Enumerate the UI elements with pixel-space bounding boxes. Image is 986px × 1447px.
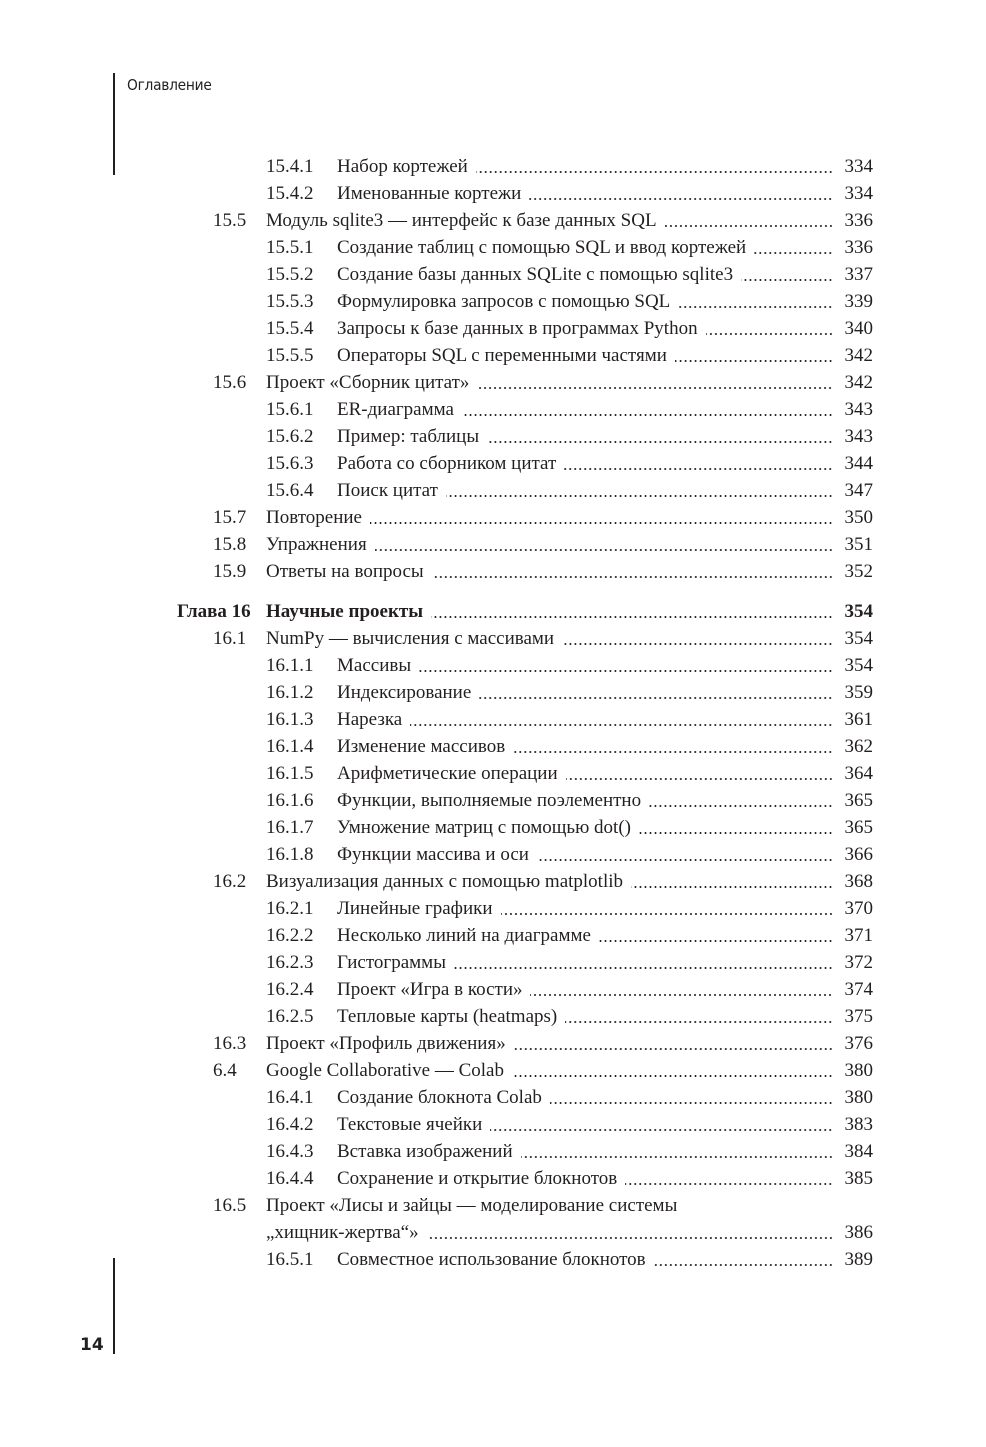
entry-title: NumPy — вычисления с массивами <box>266 628 555 649</box>
entry-page: 343 <box>844 426 873 447</box>
entry-title: Совместное использование блокнотов <box>337 1249 646 1270</box>
entry-number: 15.5 <box>213 210 247 231</box>
dot-leader <box>487 439 833 445</box>
entry-title: Умножение матриц с помощью dot() <box>337 817 631 838</box>
toc-entry[interactable] <box>0 652 986 679</box>
entry-line <box>337 787 873 814</box>
dot-leader <box>639 830 833 836</box>
entry-page: 362 <box>844 736 873 757</box>
entry-page: 351 <box>844 534 873 555</box>
entry-title: Проект «Сборник цитат» <box>266 372 470 393</box>
entry-title: Операторы SQL с переменными частями <box>337 345 667 366</box>
dot-leader <box>514 1046 833 1052</box>
entry-line <box>266 625 873 652</box>
toc-entry[interactable] <box>0 760 986 787</box>
toc-entry-continuation[interactable] <box>0 1219 986 1246</box>
table-of-contents <box>0 153 986 1273</box>
toc-entry[interactable] <box>0 1084 986 1111</box>
entry-title: Линейные графики <box>337 898 493 919</box>
dot-leader <box>501 911 833 917</box>
toc-entry[interactable] <box>0 369 986 396</box>
entry-page: 334 <box>844 156 873 177</box>
entry-title: Модуль sqlite3 — интерфейс к базе данных SQL <box>266 210 657 231</box>
toc-entry[interactable] <box>0 1111 986 1138</box>
toc-entry[interactable] <box>0 423 986 450</box>
entry-number: 16.5 <box>213 1195 247 1216</box>
entry-number: 15.6.3 <box>266 453 314 474</box>
dot-leader <box>537 857 833 863</box>
entry-line <box>337 342 873 369</box>
entry-page: 350 <box>844 507 873 528</box>
entry-number: 16.4.2 <box>266 1114 314 1135</box>
dot-leader <box>675 358 833 364</box>
entry-title: Запросы к базе данных в программах Python <box>337 318 698 339</box>
entry-title: Создание таблиц с помощью SQL и ввод кортежей <box>337 237 747 258</box>
entry-number: 16.2 <box>213 871 247 892</box>
entry-number: 16.4.3 <box>266 1141 314 1162</box>
toc-entry[interactable] <box>0 1138 986 1165</box>
entry-line <box>266 868 873 895</box>
entry-line <box>337 949 873 976</box>
toc-entry[interactable] <box>0 450 986 477</box>
entry-page: 370 <box>844 898 873 919</box>
entry-line <box>337 733 873 760</box>
entry-line <box>337 1111 873 1138</box>
entry-number: 15.5.4 <box>266 318 314 339</box>
entry-page: 386 <box>844 1222 873 1243</box>
entry-line <box>337 1084 873 1111</box>
toc-entry[interactable] <box>0 531 986 558</box>
entry-line <box>266 531 873 558</box>
entry-title: Гистограммы <box>337 952 446 973</box>
entry-number: 16.2.4 <box>266 979 314 1000</box>
entry-number: 16.1.5 <box>266 763 314 784</box>
toc-entry[interactable] <box>0 922 986 949</box>
entry-page: 343 <box>844 399 873 420</box>
entry-number: 15.6.4 <box>266 480 314 501</box>
dot-leader <box>446 493 833 499</box>
dot-leader <box>410 722 833 728</box>
entry-page: 374 <box>844 979 873 1000</box>
entry-number: 16.4.4 <box>266 1168 314 1189</box>
entry-page: 354 <box>844 628 873 649</box>
dot-leader <box>512 1073 833 1079</box>
dot-leader <box>565 1019 833 1025</box>
entry-line <box>337 261 873 288</box>
dot-leader <box>513 749 833 755</box>
entry-number: 16.4.1 <box>266 1087 314 1108</box>
entry-title-continuation: „хищник-жертва“» <box>266 1222 419 1243</box>
entry-title: Массивы <box>337 655 412 676</box>
entry-number: 15.6.2 <box>266 426 314 447</box>
dot-leader <box>479 695 833 701</box>
entry-page: 366 <box>844 844 873 865</box>
entry-page: 354 <box>844 655 873 676</box>
entry-number: 16.2.3 <box>266 952 314 973</box>
entry-line <box>337 814 873 841</box>
entry-line <box>337 180 873 207</box>
dot-leader <box>564 466 833 472</box>
entry-line <box>337 976 873 1003</box>
entry-page: 365 <box>844 817 873 838</box>
entry-title: Проект «Игра в кости» <box>337 979 523 1000</box>
entry-title: Нарезка <box>337 709 403 730</box>
toc-entry[interactable] <box>0 1030 986 1057</box>
dot-leader <box>454 965 833 971</box>
entry-title: Проект «Лисы и зайцы — моделирование системы <box>266 1195 678 1216</box>
dot-leader <box>599 938 833 944</box>
dot-leader <box>427 1235 833 1241</box>
entry-page: 368 <box>844 871 873 892</box>
entry-title: Повторение <box>266 507 362 528</box>
entry-line <box>266 1057 873 1084</box>
entry-line <box>266 504 873 531</box>
entry-page: 372 <box>844 952 873 973</box>
toc-entry[interactable] <box>0 261 986 288</box>
entry-line <box>266 1192 873 1219</box>
toc-chapter-entry[interactable] <box>0 598 986 625</box>
entry-line <box>337 450 873 477</box>
entry-number: 16.1.2 <box>266 682 314 703</box>
dot-leader <box>706 331 833 337</box>
toc-entry[interactable] <box>0 153 986 180</box>
toc-entry[interactable] <box>0 234 986 261</box>
entry-line <box>337 895 873 922</box>
entry-line <box>337 423 873 450</box>
toc-entry[interactable] <box>0 1246 986 1273</box>
entry-line <box>266 1030 873 1057</box>
entry-number: 16.5.1 <box>266 1249 314 1270</box>
entry-number: 16.2.5 <box>266 1006 314 1027</box>
dot-leader <box>631 884 833 890</box>
dot-leader <box>649 803 833 809</box>
toc-entry[interactable] <box>0 477 986 504</box>
entry-title: Формулировка запросов с помощью SQL <box>337 291 671 312</box>
toc-entry[interactable] <box>0 733 986 760</box>
toc-entry[interactable] <box>0 868 986 895</box>
entry-line <box>337 1003 873 1030</box>
entry-number: 15.5.5 <box>266 345 314 366</box>
entry-number: 16.1.4 <box>266 736 314 757</box>
entry-number: 15.4.1 <box>266 156 314 177</box>
entry-title: Поиск цитат <box>337 480 438 501</box>
entry-title: ER-диаграмма <box>337 399 454 420</box>
entry-line <box>266 369 873 396</box>
entry-title: Пример: таблицы <box>337 426 480 447</box>
entry-line <box>266 207 873 234</box>
entry-page: 354 <box>844 601 873 622</box>
entry-line <box>337 760 873 787</box>
entry-number: 15.8 <box>213 534 247 555</box>
toc-entry[interactable] <box>0 207 986 234</box>
entry-page: 359 <box>844 682 873 703</box>
entry-line <box>337 1246 873 1273</box>
entry-number: 15.4.2 <box>266 183 314 204</box>
toc-entry[interactable] <box>0 396 986 423</box>
dot-leader <box>521 1154 833 1160</box>
entry-page: 344 <box>844 453 873 474</box>
entry-title: Создание базы данных SQLite с помощью sqlite3 <box>337 264 734 285</box>
entry-number: 16.2.2 <box>266 925 314 946</box>
entry-page: 375 <box>844 1006 873 1027</box>
entry-line <box>337 153 873 180</box>
entry-page: 342 <box>844 345 873 366</box>
toc-entry[interactable] <box>0 288 986 315</box>
toc-entry[interactable] <box>0 180 986 207</box>
dot-leader <box>375 547 833 553</box>
dot-leader <box>550 1100 833 1106</box>
dot-leader <box>370 520 833 526</box>
entry-title: Набор кортежей <box>337 156 468 177</box>
entry-line <box>337 1165 873 1192</box>
entry-line <box>337 288 873 315</box>
entry-title: Функции, выполняемые поэлементно <box>337 790 642 811</box>
entry-page: 384 <box>844 1141 873 1162</box>
toc-entry[interactable] <box>0 1057 986 1084</box>
entry-page: 385 <box>844 1168 873 1189</box>
entry-title: Именованные кортежи <box>337 183 522 204</box>
dot-leader <box>529 196 833 202</box>
entry-title: Упражнения <box>266 534 367 555</box>
page-number: 14 <box>80 1335 104 1355</box>
entry-page: 383 <box>844 1114 873 1135</box>
entry-page: 339 <box>844 291 873 312</box>
entry-title: Функции массива и оси <box>337 844 529 865</box>
dot-leader <box>562 641 833 647</box>
entry-line <box>337 706 873 733</box>
toc-entry[interactable] <box>0 679 986 706</box>
toc-entry[interactable] <box>0 1192 986 1219</box>
toc-entry[interactable] <box>0 625 986 652</box>
entry-title: Работа со сборником цитат <box>337 453 557 474</box>
entry-title: Визуализация данных с помощью matplotlib <box>266 871 624 892</box>
entry-page: 340 <box>844 318 873 339</box>
entry-line <box>337 234 873 261</box>
entry-page: 365 <box>844 790 873 811</box>
entry-page: 336 <box>844 210 873 231</box>
entry-number: 15.6.1 <box>266 399 314 420</box>
entry-number: 16.1.6 <box>266 790 314 811</box>
dot-leader <box>665 223 833 229</box>
entry-page: 347 <box>844 480 873 501</box>
toc-entry[interactable] <box>0 342 986 369</box>
entry-page: 334 <box>844 183 873 204</box>
entry-number: 15.5.3 <box>266 291 314 312</box>
entry-number: 16.1.1 <box>266 655 314 676</box>
entry-line <box>337 679 873 706</box>
entry-line <box>266 558 873 585</box>
footer-rule <box>113 1258 115 1354</box>
entry-number: 15.5.2 <box>266 264 314 285</box>
dot-leader <box>476 169 833 175</box>
dot-leader <box>419 668 833 674</box>
toc-entry[interactable] <box>0 787 986 814</box>
entry-number: 16.2.1 <box>266 898 314 919</box>
toc-entry[interactable] <box>0 814 986 841</box>
entry-title: Google Collaborative — Colab <box>266 1060 504 1081</box>
entry-line <box>337 841 873 868</box>
entry-title: Сохранение и открытие блокнотов <box>337 1168 618 1189</box>
entry-line <box>337 477 873 504</box>
entry-line <box>337 922 873 949</box>
dot-leader <box>477 385 833 391</box>
entry-page: 364 <box>844 763 873 784</box>
toc-entry[interactable] <box>0 706 986 733</box>
entry-page: 376 <box>844 1033 873 1054</box>
entry-page: 342 <box>844 372 873 393</box>
entry-number: 16.1.7 <box>266 817 314 838</box>
dot-leader <box>431 614 833 620</box>
entry-title: Вставка изображений <box>337 1141 513 1162</box>
entry-line <box>266 598 873 625</box>
toc-entry[interactable] <box>0 1003 986 1030</box>
entry-number: 15.5.1 <box>266 237 314 258</box>
entry-page: 352 <box>844 561 873 582</box>
toc-entry[interactable] <box>0 315 986 342</box>
entry-page: 380 <box>844 1060 873 1081</box>
entry-page: 389 <box>844 1249 873 1270</box>
entry-page: 361 <box>844 709 873 730</box>
entry-title: Ответы на вопросы <box>266 561 424 582</box>
entry-title: Изменение массивов <box>337 736 506 757</box>
entry-title: Создание блокнота Colab <box>337 1087 542 1108</box>
entry-page: 380 <box>844 1087 873 1108</box>
entry-number: 6.4 <box>213 1060 237 1081</box>
entry-title: Тепловые карты (heatmaps) <box>337 1006 558 1027</box>
toc-entry[interactable] <box>0 504 986 531</box>
dot-leader <box>462 412 833 418</box>
dot-leader <box>566 776 833 782</box>
running-head: Оглавление <box>127 76 212 94</box>
entry-line <box>337 1138 873 1165</box>
entry-page: 337 <box>844 264 873 285</box>
dot-leader <box>678 304 833 310</box>
entry-number: 16.1 <box>213 628 247 649</box>
entry-title: Научные проекты <box>266 601 424 622</box>
entry-line <box>337 396 873 423</box>
dot-leader <box>490 1127 833 1133</box>
entry-title: Текстовые ячейки <box>337 1114 483 1135</box>
toc-entry[interactable] <box>0 895 986 922</box>
entry-line <box>337 652 873 679</box>
entry-line <box>266 1219 873 1246</box>
toc-entry[interactable] <box>0 841 986 868</box>
entry-page: 336 <box>844 237 873 258</box>
entry-number: Глава 16 <box>177 601 251 622</box>
entry-title: Арифметические операции <box>337 763 558 784</box>
entry-number: 16.3 <box>213 1033 247 1054</box>
dot-leader <box>530 992 833 998</box>
entry-number: 16.1.8 <box>266 844 314 865</box>
dot-leader <box>432 574 833 580</box>
entry-title: Несколько линий на диаграмме <box>337 925 591 946</box>
entry-title: Проект «Профиль движения» <box>266 1033 506 1054</box>
entry-title: Индексирование <box>337 682 472 703</box>
toc-entry[interactable] <box>0 976 986 1003</box>
entry-number: 15.9 <box>213 561 247 582</box>
dot-leader <box>741 277 833 283</box>
entry-page: 371 <box>844 925 873 946</box>
dot-leader <box>654 1262 833 1268</box>
entry-number: 15.6 <box>213 372 247 393</box>
dot-leader <box>754 250 833 256</box>
toc-entry[interactable] <box>0 1165 986 1192</box>
entry-number: 16.1.3 <box>266 709 314 730</box>
entry-line <box>337 315 873 342</box>
toc-entry[interactable] <box>0 949 986 976</box>
dot-leader <box>625 1181 833 1187</box>
toc-entry[interactable] <box>0 558 986 585</box>
entry-number: 15.7 <box>213 507 247 528</box>
